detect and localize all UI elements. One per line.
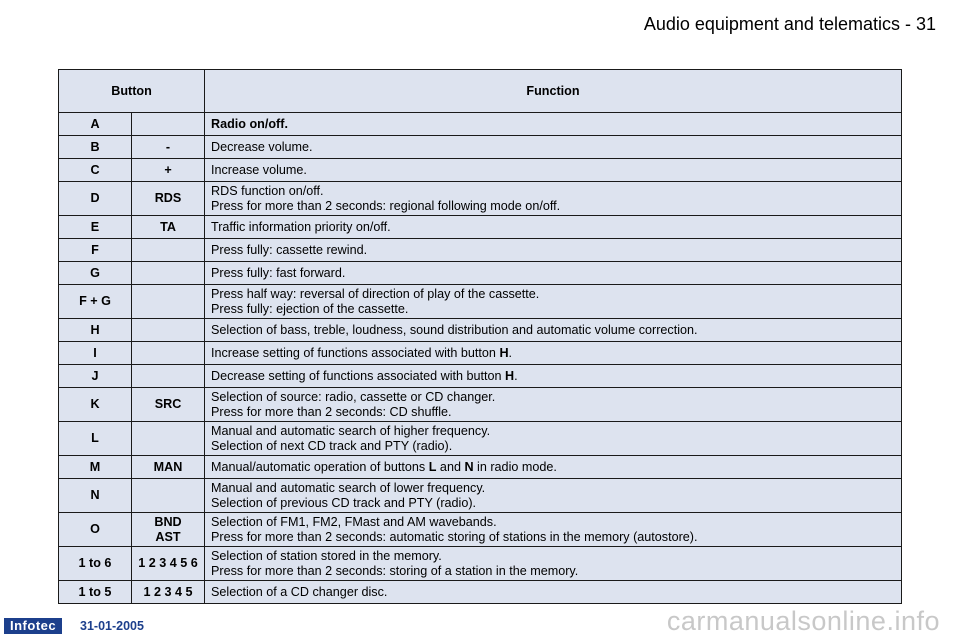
button-symbol bbox=[132, 422, 205, 456]
watermark: carmanualsonline.info bbox=[666, 606, 940, 636]
description-line bbox=[211, 390, 895, 405]
button-code: 1 to 6 bbox=[59, 547, 132, 581]
function-description bbox=[205, 262, 902, 285]
button-code: C bbox=[59, 159, 132, 182]
description-text: Selection of previous CD track and PTY (radio). bbox=[211, 495, 477, 510]
description-line bbox=[211, 481, 895, 496]
table-row bbox=[59, 479, 902, 513]
table-row bbox=[59, 513, 902, 547]
description-line bbox=[211, 496, 895, 511]
table-row bbox=[59, 319, 902, 342]
description-text: Press for more than 2 seconds: CD shuffle. bbox=[211, 404, 452, 419]
description-text: Selection of next CD track and PTY (radio). bbox=[211, 438, 453, 453]
button-symbol: + bbox=[132, 159, 205, 182]
function-description bbox=[205, 159, 902, 182]
description-line bbox=[211, 549, 895, 564]
icon-group bbox=[138, 346, 198, 361]
button-code: 1 to 5 bbox=[59, 581, 132, 604]
description-line bbox=[211, 515, 895, 530]
button-reference: H bbox=[499, 345, 509, 360]
button-symbol bbox=[132, 513, 205, 547]
button-code: M bbox=[59, 456, 132, 479]
button-code: D bbox=[59, 182, 132, 216]
button-code: G bbox=[59, 262, 132, 285]
function-description bbox=[205, 456, 902, 479]
button-symbol bbox=[132, 239, 205, 262]
description-end: . bbox=[508, 345, 513, 360]
description-line bbox=[211, 405, 895, 420]
icon-group bbox=[138, 302, 198, 317]
description-text: Manual and automatic search of lower frequency. bbox=[211, 480, 486, 495]
description-end: . bbox=[514, 368, 518, 383]
button-code: K bbox=[59, 388, 132, 422]
symbol-line: BND bbox=[154, 514, 182, 529]
table-row bbox=[59, 136, 902, 159]
column-header-function: Function bbox=[205, 70, 902, 113]
description-text: Selection of FM1, FM2, FMast and AM wavebands. bbox=[211, 514, 497, 529]
function-description bbox=[205, 365, 902, 388]
description-text: Increase volume. bbox=[211, 162, 307, 177]
footer-date: 31-01-2005 bbox=[80, 619, 144, 633]
description-text: Radio on/off. bbox=[211, 116, 288, 131]
description-line bbox=[211, 530, 895, 545]
button-symbol bbox=[132, 319, 205, 342]
button-symbol bbox=[132, 365, 205, 388]
description-text: Selection of bass, treble, loudness, sound distribution and automatic volume correction. bbox=[211, 322, 698, 337]
description-text: Press for more than 2 seconds: automatic storing of stations in the memory (autostore). bbox=[211, 529, 698, 544]
button-symbol bbox=[132, 262, 205, 285]
button-code: F bbox=[59, 239, 132, 262]
description-fragment: in radio mode. bbox=[473, 459, 557, 474]
description-text: RDS function on/off. bbox=[211, 183, 324, 198]
button-code: B bbox=[59, 136, 132, 159]
table-row bbox=[59, 113, 902, 136]
button-code: I bbox=[59, 342, 132, 365]
function-description bbox=[205, 216, 902, 239]
button-symbol bbox=[132, 342, 205, 365]
button-symbol bbox=[132, 113, 205, 136]
description-line bbox=[211, 117, 895, 132]
table-row bbox=[59, 547, 902, 581]
function-description bbox=[205, 581, 902, 604]
description-line bbox=[211, 220, 895, 235]
table-row bbox=[59, 216, 902, 239]
description-text: Selection of a CD changer disc. bbox=[211, 584, 388, 599]
function-description bbox=[205, 285, 902, 319]
button-symbol: RDS bbox=[132, 182, 205, 216]
description-line bbox=[211, 346, 895, 361]
button-code: E bbox=[59, 216, 132, 239]
description-text: Manual and automatic search of higher frequency. bbox=[211, 423, 491, 438]
button-code: F + G bbox=[59, 285, 132, 319]
function-description bbox=[205, 136, 902, 159]
description-text: Selection of station stored in the memory. bbox=[211, 548, 442, 563]
description-text: Press half way: reversal of direction of play of the cassette. bbox=[211, 286, 540, 301]
description-fragment: L bbox=[428, 459, 437, 474]
function-description bbox=[205, 422, 902, 456]
description-line bbox=[211, 163, 895, 178]
button-function-table bbox=[58, 69, 902, 604]
button-reference: H bbox=[505, 368, 515, 383]
column-header-button: Button bbox=[59, 70, 205, 113]
table-row bbox=[59, 581, 902, 604]
button-symbol bbox=[132, 285, 205, 319]
button-symbol: TA bbox=[132, 216, 205, 239]
description-line bbox=[211, 564, 895, 579]
description-fragment: and bbox=[436, 459, 465, 474]
button-symbol: 1 2 3 4 5 bbox=[132, 581, 205, 604]
icon-group bbox=[138, 323, 198, 338]
page-header: Audio equipment and telematics - 31 bbox=[643, 14, 936, 34]
function-description bbox=[205, 479, 902, 513]
description-text: Press for more than 2 seconds: regional following mode on/off. bbox=[211, 198, 561, 213]
button-symbol: MAN bbox=[132, 456, 205, 479]
button-symbol: 1 2 3 4 5 6 bbox=[132, 547, 205, 581]
description-fragment: Manual/automatic operation of buttons bbox=[211, 459, 429, 474]
table-row bbox=[59, 422, 902, 456]
description-text: Press for more than 2 seconds: storing of a station in the memory. bbox=[211, 563, 579, 578]
table-header-row bbox=[59, 70, 902, 113]
description-line bbox=[211, 243, 895, 258]
description-line bbox=[211, 302, 895, 317]
table-row bbox=[59, 388, 902, 422]
description-line bbox=[211, 460, 895, 475]
button-code: N bbox=[59, 479, 132, 513]
table-row bbox=[59, 456, 902, 479]
description-line bbox=[211, 184, 895, 199]
description-line bbox=[211, 140, 895, 155]
button-symbol: - bbox=[132, 136, 205, 159]
symbol-line: AST bbox=[155, 529, 181, 544]
infotec-logo: Infotec bbox=[4, 618, 62, 634]
table-row bbox=[59, 262, 902, 285]
table-row bbox=[59, 342, 902, 365]
description-line bbox=[211, 439, 895, 454]
description-fragment: N bbox=[464, 459, 474, 474]
function-description bbox=[205, 113, 902, 136]
description-text: Traffic information priority on/off. bbox=[211, 219, 391, 234]
description-text: Decrease volume. bbox=[211, 139, 313, 154]
button-code: L bbox=[59, 422, 132, 456]
button-symbol: SRC bbox=[132, 388, 205, 422]
icon-group bbox=[138, 488, 198, 503]
description-line bbox=[211, 585, 895, 600]
icon-group bbox=[138, 369, 198, 384]
button-code: A bbox=[59, 113, 132, 136]
description-text: Increase setting of functions associated with button bbox=[211, 345, 500, 360]
function-description bbox=[205, 319, 902, 342]
description-line bbox=[211, 323, 895, 338]
function-description bbox=[205, 513, 902, 547]
table-row bbox=[59, 239, 902, 262]
description-line bbox=[211, 369, 895, 384]
icon-group bbox=[138, 287, 198, 302]
function-description bbox=[205, 547, 902, 581]
description-text: Press fully: fast forward. bbox=[211, 265, 346, 280]
table-row bbox=[59, 159, 902, 182]
description-text: Press fully: cassette rewind. bbox=[211, 242, 368, 257]
button-symbol bbox=[132, 479, 205, 513]
function-description bbox=[205, 239, 902, 262]
table-row bbox=[59, 285, 902, 319]
table-row bbox=[59, 182, 902, 216]
description-text: Press fully: ejection of the cassette. bbox=[211, 301, 409, 316]
description-text: Decrease setting of functions associated with button bbox=[211, 368, 506, 383]
button-code: J bbox=[59, 365, 132, 388]
button-code: O bbox=[59, 513, 132, 547]
icon-group bbox=[138, 431, 198, 446]
description-line bbox=[211, 287, 895, 302]
description-line bbox=[211, 199, 895, 214]
table-row bbox=[59, 365, 902, 388]
description-line bbox=[211, 424, 895, 439]
description-line bbox=[211, 266, 895, 281]
description-text: Selection of source: radio, cassette or CD changer. bbox=[211, 389, 496, 404]
button-code: H bbox=[59, 319, 132, 342]
function-description bbox=[205, 342, 902, 365]
function-description bbox=[205, 388, 902, 422]
function-description bbox=[205, 182, 902, 216]
